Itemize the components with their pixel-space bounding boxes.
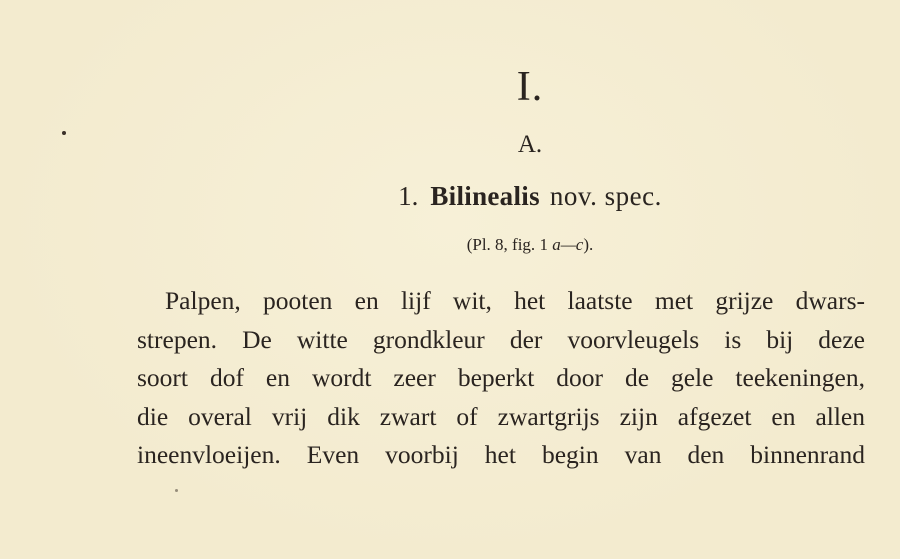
chapter-heading: I.	[516, 64, 544, 110]
paragraph-line: soort dof en wordt zeer beperkt door de gele teekeningen,	[137, 363, 865, 392]
species-note: nov. spec.	[549, 181, 662, 211]
plate-reference	[80, 236, 900, 253]
plate-number: 8	[495, 235, 504, 254]
paragraph-line: strepen. De witte grondkleur der voorvleugels is bij deze	[137, 324, 865, 354]
paragraph-line: Palpen, pooten en lijf wit, het laatste met grijze dwars-	[165, 286, 865, 315]
paper-speck	[175, 489, 178, 492]
species-title	[80, 183, 900, 210]
plate-prefix: (Pl.	[466, 235, 491, 254]
fig-range: a—c	[552, 235, 584, 254]
paragraph-line: ineenvloeijen. Even voorbij het begin van den binnenrand	[137, 440, 865, 469]
plate-suffix: ).	[583, 235, 594, 254]
fig-label: , fig.	[503, 235, 536, 254]
section-heading: A.	[517, 131, 543, 158]
fig-number: 1	[539, 235, 548, 254]
description-paragraph	[137, 282, 865, 475]
species-number: 1.	[398, 181, 419, 211]
species-name: Bilinealis	[430, 181, 540, 211]
paper-speck	[62, 131, 66, 135]
paragraph-line: die overal vrij dik zwart of zwartgrijs zijn afgezet en allen	[137, 401, 865, 431]
